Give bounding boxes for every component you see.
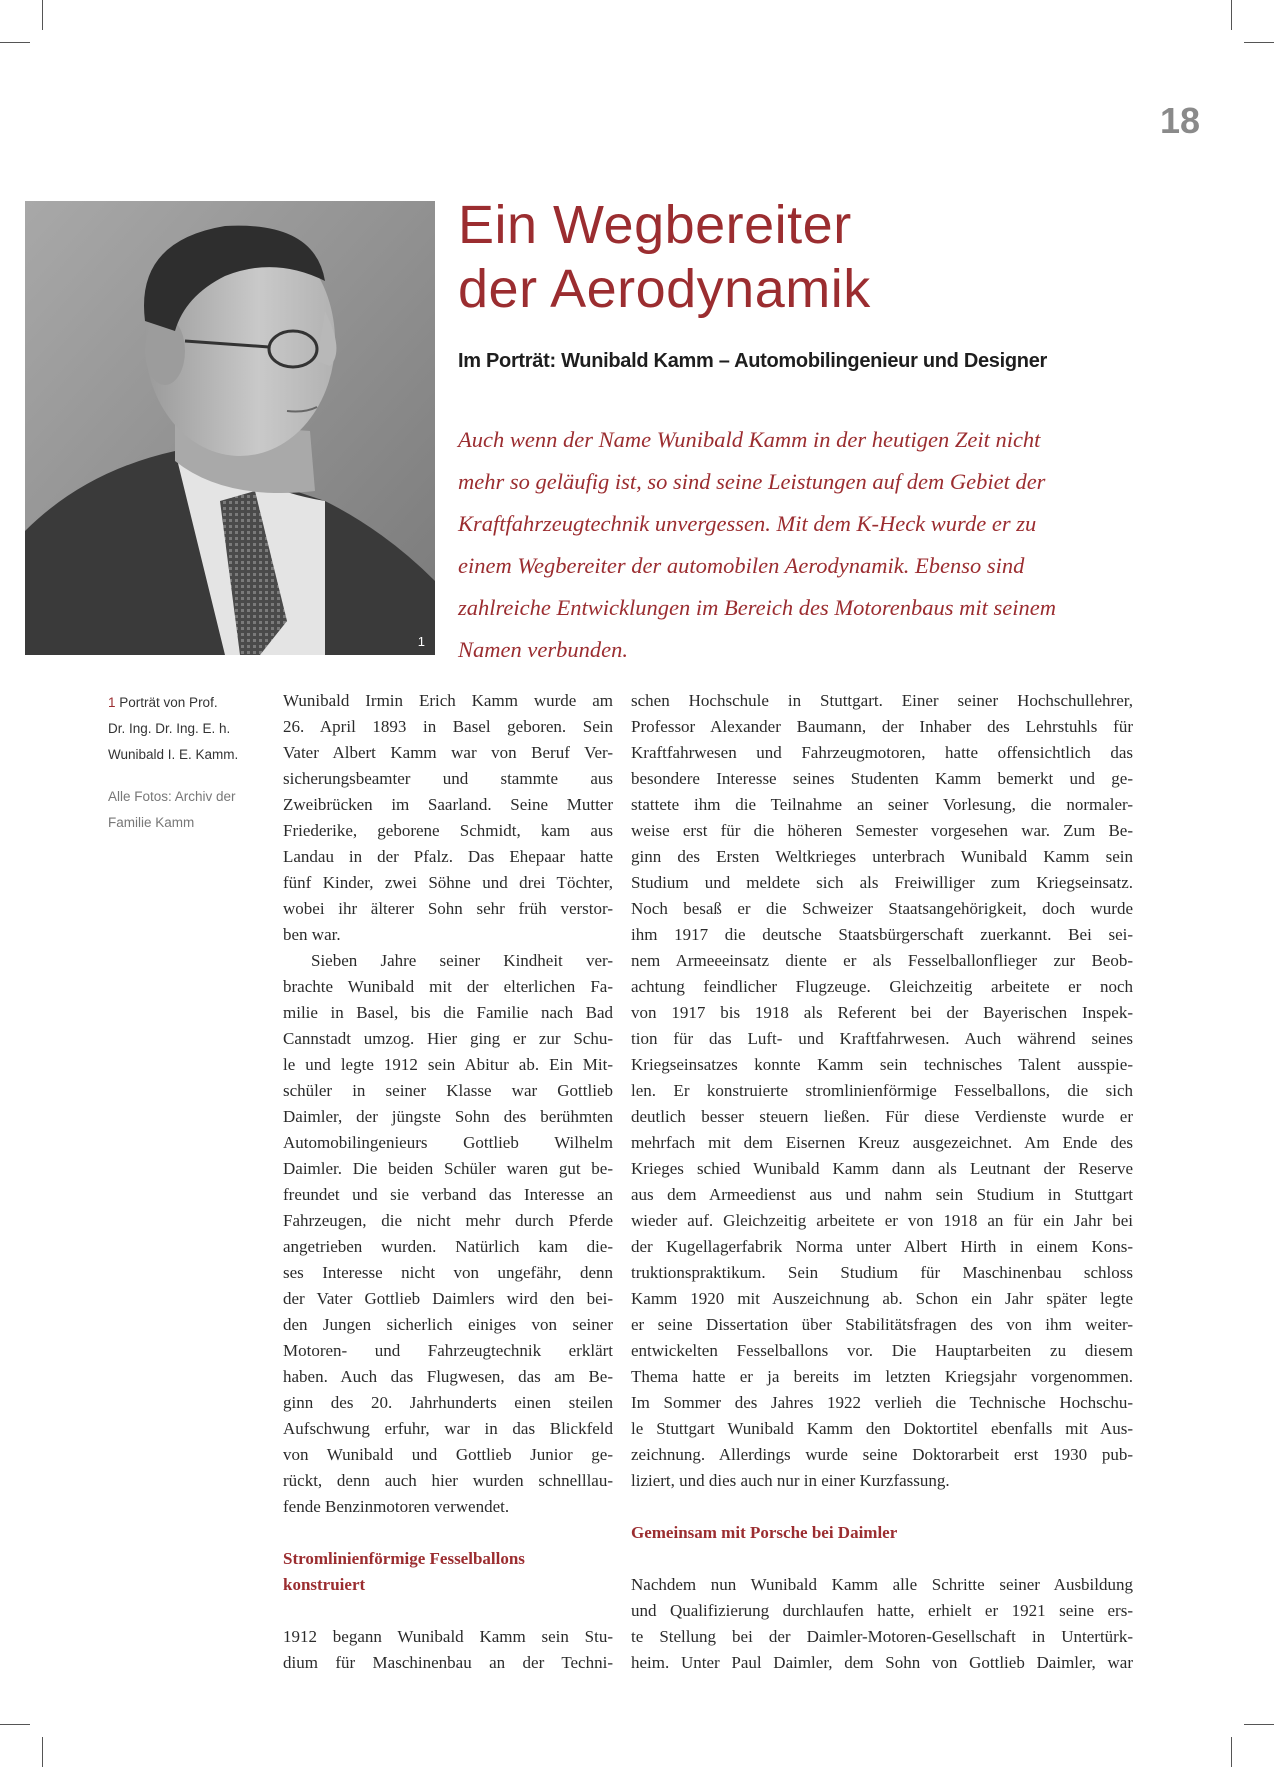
text-line: Krieges schied Wunibald Kamm dann als Leutnant der Reserve [631, 1159, 1133, 1178]
text-line: ses Interesse nicht von ungefähr, denn [283, 1263, 613, 1282]
text-line: Sieben Jahre seiner Kindheit ver- [311, 951, 613, 970]
photo-credit [108, 784, 268, 836]
text-line: weise erst für die höheren Semester vorgesehen war. Zum Be- [631, 821, 1133, 840]
lead-paragraph [458, 419, 1138, 671]
text-line: Daimler. Die beiden Schüler waren gut be- [283, 1159, 613, 1178]
section-heading: Stromlinienförmige Fesselballons [283, 1549, 525, 1568]
article-subtitle: Im Porträt: Wunibald Kamm – Automobilingenieur und Designer [458, 350, 1048, 372]
text-line: Zweibrücken im Saarland. Seine Mutter [283, 795, 613, 814]
text-line: angetrieben wurden. Natürlich kam die- [283, 1237, 613, 1256]
section-heading: konstruiert [283, 1575, 366, 1594]
text-line: ihm 1917 die deutsche Staatsbürgerschaft zuerkannt. Bei sei- [631, 925, 1133, 944]
caption-number: 1 [108, 695, 116, 710]
paragraph [283, 1624, 613, 1676]
text-line: Aufschwung erfuhr, war in das Blickfeld [283, 1419, 613, 1438]
photo-number: 1 [417, 634, 425, 649]
crop-mark [0, 1724, 30, 1725]
text-line: deutlich besser steuern ließen. Für diese Verdienste wurde er [631, 1107, 1133, 1126]
text-line: te Stellung bei der Daimler-Motoren-Gesellschaft in Untertürk- [631, 1627, 1133, 1646]
paragraph [631, 1572, 1133, 1676]
text-line: haben. Auch das Flugwesen, das am Be- [283, 1367, 613, 1386]
page-number: 18 [1159, 100, 1200, 141]
lead-line: zahlreiche Entwicklungen im Bereich des Motorenbaus mit seinem [458, 595, 1056, 620]
title-line: Ein Wegbereiter [458, 195, 852, 255]
crop-mark [0, 42, 30, 43]
text-line: liziert, und dies auch nur in einer Kurzfassung. [631, 1471, 950, 1490]
text-line: len. Er konstruierte stromlinienförmige Fesselballons, die sich [631, 1081, 1133, 1100]
crop-mark [1231, 0, 1232, 30]
caption-text: Dr. Ing. Dr. Ing. E. h. [108, 721, 231, 736]
caption-text: Wunibald I. E. Kamm. [108, 747, 239, 762]
text-line: Automobilingenieurs Gottlieb Wilhelm [283, 1133, 613, 1152]
text-line: Wunibald Irmin Erich Kamm wurde am [283, 691, 613, 710]
portrait-image [25, 201, 435, 655]
text-line: Motoren- und Fahrzeugtechnik erklärt [283, 1341, 613, 1360]
paragraph [631, 688, 1133, 1494]
crop-mark [1244, 42, 1274, 43]
text-line: milie in Basel, bis die Familie nach Bad [283, 1003, 613, 1022]
lead-line: Namen verbunden. [458, 637, 628, 662]
text-line: Kamm 1920 mit Auszeichnung ab. Schon ein Jahr später legte [631, 1289, 1133, 1308]
portrait-photo [25, 201, 435, 655]
text-line: Noch besaß er die Schweizer Staatsangehörigkeit, doch wurde [631, 899, 1133, 918]
text-line: tion für das Luft- und Kraftfahrwesen. Auch während seines [631, 1029, 1133, 1048]
text-line: ben war. [283, 925, 341, 944]
text-line: stattete ihm die Teilnahme an seiner Vorlesung, die normaler- [631, 795, 1133, 814]
text-line: Studium und meldete sich als Freiwilliger zum Kriegseinsatz. [631, 873, 1133, 892]
crop-mark [42, 0, 43, 30]
text-line: dium für Maschinenbau an der Techni- [283, 1653, 613, 1672]
body-column-2 [631, 688, 1133, 1676]
text-line: Friederike, geborene Schmidt, kam aus [283, 821, 613, 840]
text-line: Vater Albert Kamm war von Beruf Ver- [283, 743, 613, 762]
title-line: der Aerodynamik [458, 259, 871, 319]
text-line: Professor Alexander Baumann, der Inhaber des Lehrstuhls für [631, 717, 1133, 736]
credit-text: Familie Kamm [108, 815, 195, 830]
text-line: den Jungen sicherlich einiges von seiner [283, 1315, 613, 1334]
text-line: fünf Kinder, zwei Söhne und drei Töchter, [283, 873, 613, 892]
text-line: Im Sommer des Jahres 1922 verlieh die Technische Hochschu- [631, 1393, 1133, 1412]
text-line: Kriegseinsatzes konnte Kamm sein technisches Talent ausspie- [631, 1055, 1133, 1074]
text-line: sicherungsbeamter und stammte aus [283, 769, 613, 788]
text-line: ginn des Ersten Weltkrieges unterbrach Wunibald Kamm sein [631, 847, 1133, 866]
text-line: mehrfach mit dem Eisernen Kreuz ausgezeichnet. Am Ende des [631, 1133, 1133, 1152]
text-line: Nachdem nun Wunibald Kamm alle Schritte seiner Ausbildung [631, 1575, 1133, 1594]
text-line: heim. Unter Paul Daimler, dem Sohn von Gottlieb Daimler, war [631, 1653, 1133, 1672]
text-line: der Kugellagerfabrik Norma unter Albert Hirth in einem Kons- [631, 1237, 1133, 1256]
text-line: von 1917 bis 1918 als Referent bei der Bayerischen Inspek- [631, 1003, 1133, 1022]
credit-text: Alle Fotos: Archiv der [108, 789, 236, 804]
text-line: 26. April 1893 in Basel geboren. Sein [283, 717, 613, 736]
text-line: aus dem Armeedienst aus und nahm sein Studium in Stuttgart [631, 1185, 1133, 1204]
text-line: wobei ihr älterer Sohn sehr früh verstor- [283, 899, 613, 918]
lead-line: Auch wenn der Name Wunibald Kamm in der heutigen Zeit nicht [458, 427, 1041, 452]
text-line: Fahrzeugen, die nicht mehr durch Pferde [283, 1211, 613, 1230]
text-line: von Wunibald und Gottlieb Junior ge- [283, 1445, 613, 1464]
text-line: freundet und sie verband das Interesse an [283, 1185, 613, 1204]
text-line: fende Benzinmotoren verwendet. [283, 1497, 510, 1516]
text-line: wieder auf. Gleichzeitig arbeitete er von 1918 an für ein Jahr bei [631, 1211, 1133, 1230]
text-line: und Qualifizierung durchlaufen hatte, erhielt er 1921 seine ers- [631, 1601, 1133, 1620]
photo-caption [108, 690, 268, 836]
crop-mark [1244, 1724, 1274, 1725]
text-line: rückt, denn auch hier wurden schnelllau- [283, 1471, 613, 1490]
text-line: entwickelten Fesselballons vor. Die Hauptarbeiten zu diesem [631, 1341, 1133, 1360]
crop-mark [1231, 1737, 1232, 1767]
text-line: besondere Interesse seines Studenten Kamm bemerkt und ge- [631, 769, 1133, 788]
lead-line: Kraftfahrzeugtechnik unvergessen. Mit dem K-Heck wurde er zu [458, 511, 1037, 536]
text-line: le Stuttgart Wunibald Kamm den Doktortitel ebenfalls mit Aus- [631, 1419, 1133, 1438]
text-line: schüler in seiner Klasse war Gottlieb [283, 1081, 613, 1100]
text-line: achtung feindlicher Flugzeuge. Gleichzeitig arbeitete er noch [631, 977, 1133, 996]
paragraph [283, 688, 613, 948]
body-column-1 [283, 688, 613, 1676]
crop-mark [42, 1737, 43, 1767]
article-title [458, 193, 1178, 321]
lead-line: mehr so geläufig ist, so sind seine Leistungen auf dem Gebiet der [458, 469, 1046, 494]
lead-line: einem Wegbereiter der automobilen Aerodynamik. Ebenso sind [458, 553, 1025, 578]
text-line: brachte Wunibald mit der elterlichen Fa- [283, 977, 613, 996]
section-heading: Gemeinsam mit Porsche bei Daimler [631, 1523, 898, 1542]
text-line: der Vater Gottlieb Daimlers wird den bei- [283, 1289, 613, 1308]
text-line: zeichnung. Allerdings wurde seine Doktorarbeit erst 1930 pub- [631, 1445, 1133, 1464]
text-line: Cannstadt umzog. Hier ging er zur Schu- [283, 1029, 613, 1048]
text-line: nem Armeeeinsatz diente er als Fesselballonflieger zur Beob- [631, 951, 1133, 970]
text-line: 1912 begann Wunibald Kamm sein Stu- [283, 1627, 613, 1646]
text-line: truktionspraktikum. Sein Studium für Maschinenbau schloss [631, 1263, 1133, 1282]
paragraph [283, 948, 613, 1520]
text-line: ginn des 20. Jahrhunderts einen steilen [283, 1393, 613, 1412]
text-line: Thema hatte er ja bereits im letzten Kriegsjahr vorgenommen. [631, 1367, 1133, 1386]
text-line: er seine Dissertation über Stabilitätsfragen des von ihm weiter- [631, 1315, 1133, 1334]
text-line: le und legte 1912 sein Abitur ab. Ein Mit- [283, 1055, 613, 1074]
text-line: Daimler, der jüngste Sohn des berühmten [283, 1107, 613, 1126]
text-line: schen Hochschule in Stuttgart. Einer seiner Hochschullehrer, [631, 691, 1133, 710]
text-line: Kraftfahrwesen und Fahrzeugmotoren, hatte offensichtlich das [631, 743, 1133, 762]
text-line: Landau in der Pfalz. Das Ehepaar hatte [283, 847, 613, 866]
caption-text: Porträt von Prof. [119, 695, 218, 710]
